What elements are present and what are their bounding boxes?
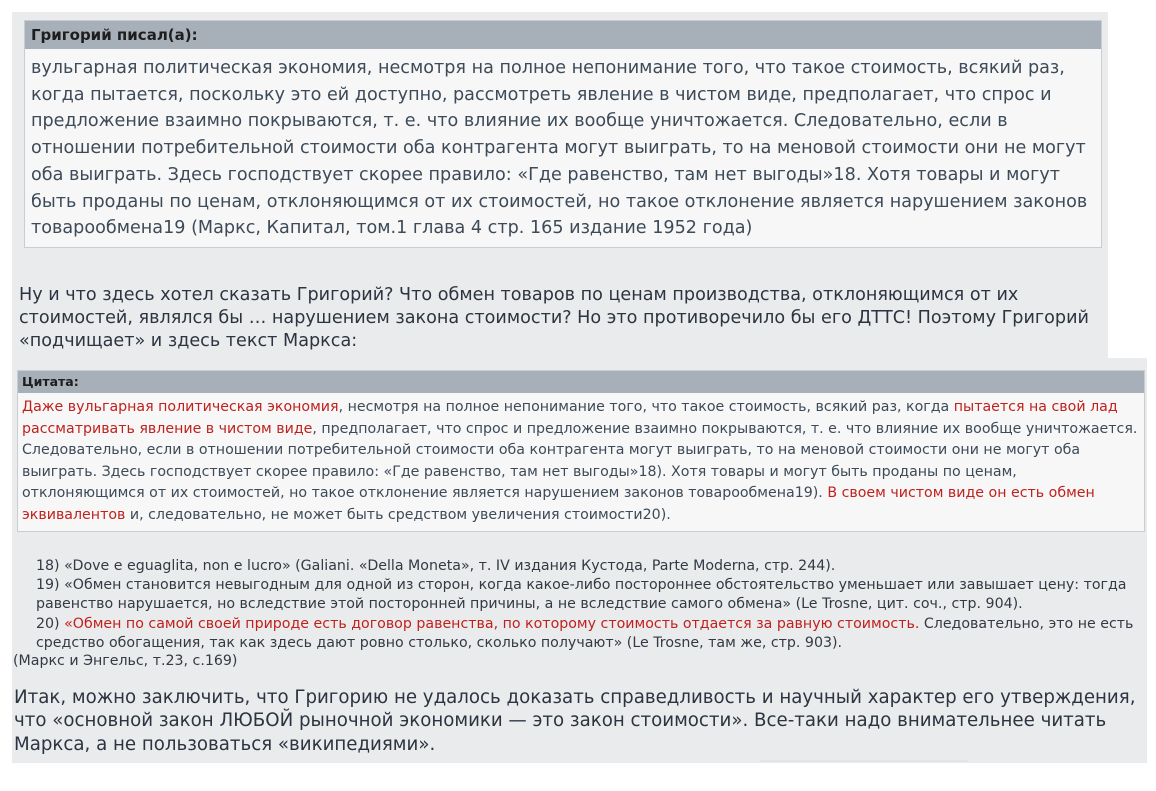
quote-body: [18, 393, 1144, 526]
highlighted-text: В своем чистом виде он есть обмен эквивалентов: [22, 485, 1095, 523]
quote-header: Григорий писал(а):: [25, 21, 1101, 49]
quote-block-grigory: [24, 20, 1102, 248]
highlighted-text: «Обмен по самой своей природе есть договор равенства, по которому стоимость отдается за равную стоимость.: [64, 615, 920, 632]
footnote-number: 20): [36, 615, 65, 632]
quote-text: и, следовательно, не может быть средством увеличения стоимости20).: [125, 506, 671, 523]
footnote-18: 18) «Dove e eguaglita, non e lucro» (Galiani. «Della Moneta», т. IV издания Кустода, Parte Moderna, стр. 244).: [36, 558, 836, 574]
quote-block-citation: [17, 370, 1145, 532]
quote-text: , предполагает, что спрос и предложение взаимно покрываются, т. е. что влияние их вообще уничтожается. Следовательно, если в отношении потребительной стоимости оба контрагента могут выиграть, то на меновой стоимости они не могут оба выиграть. Здесь господствует скорее правило: «Где равенство, там нет выгоды»18). Хотя товары и могут быть проданы по ценам, отклоняющимся от их стоимостей, но такое отклонение является нарушением законов товарообмена19).: [22, 420, 1138, 501]
footnotes: [36, 557, 1144, 653]
footnote-text: Следовательно, это не есть средство обогащения, так как здесь дают ровно столько, сколько получают» (Le Trosne, там же, стр. 903).: [36, 615, 1134, 651]
source-reference: (Маркс и Энгельс, т.23, с.169): [13, 653, 238, 669]
post-paragraph-1: Ну и что здесь хотел сказать Григорий? Что обмен товаров по ценам производства, отклоняющимся от их стоимостей, являлся бы … нарушением закона стоимости? Но это противоречило бы его ДТТС! Поэтому Григорий «подчищает» и здесь текст Маркса:: [19, 285, 1089, 351]
footnote-20: [36, 615, 1144, 653]
quote-text: , несмотря на полное непонимание того, что такое стоимость, всякий раз, когда: [338, 399, 954, 415]
quote-header: Цитата:: [18, 371, 1144, 393]
highlighted-text: пытается на свой лад рассматривать явление в чистом виде: [22, 399, 1118, 437]
quote-body: вульгарная политическая экономия, несмотря на полное непонимание того, что такое стоимость, всякий раз, когда пытается, поскольку это ей доступно, рассмотреть явление в чистом виде, предполагает, что спрос и предложение взаимно покрываются, т. е. что влияние их вообще уничтожается. Следовательно, если в отношении потребительной стоимости оба контрагента могут выиграть, то на меновой стоимости они не могут оба выиграть. Здесь господствует скорее правило: «Где равенство, там нет выгоды»18. Хотя товары и могут быть проданы по ценам, отклоняющимся от их стоимостей, но такое отклонение является нарушением законов товарообмена19 (Маркс, Капитал, том.1 глава 4 стр. 165 издание 1952 года): [31, 58, 1088, 239]
divider: [760, 760, 968, 762]
post-paragraph-2: Итак, можно заключить, что Григорию не удалось доказать справедливость и научный характер его утверждения, что «основной закон ЛЮБОЙ рыночной экономики — это закон стоимости». Все-таки надо внимательнее читать Маркса, а не пользоваться «википедиями».: [14, 687, 1136, 755]
footnote-19: 19) «Обмен становится невыгодным для одной из сторон, когда какое-либо постороннее обстоятельство уменьшает или завышает цену: тогда равенство нарушается, но вследствие этой посторонней причины, а не вследствие самого обмена» (Le Trosne, цит. соч., стр. 904).: [36, 577, 1127, 613]
highlighted-text: Даже вульгарная политическая экономия: [22, 399, 339, 415]
